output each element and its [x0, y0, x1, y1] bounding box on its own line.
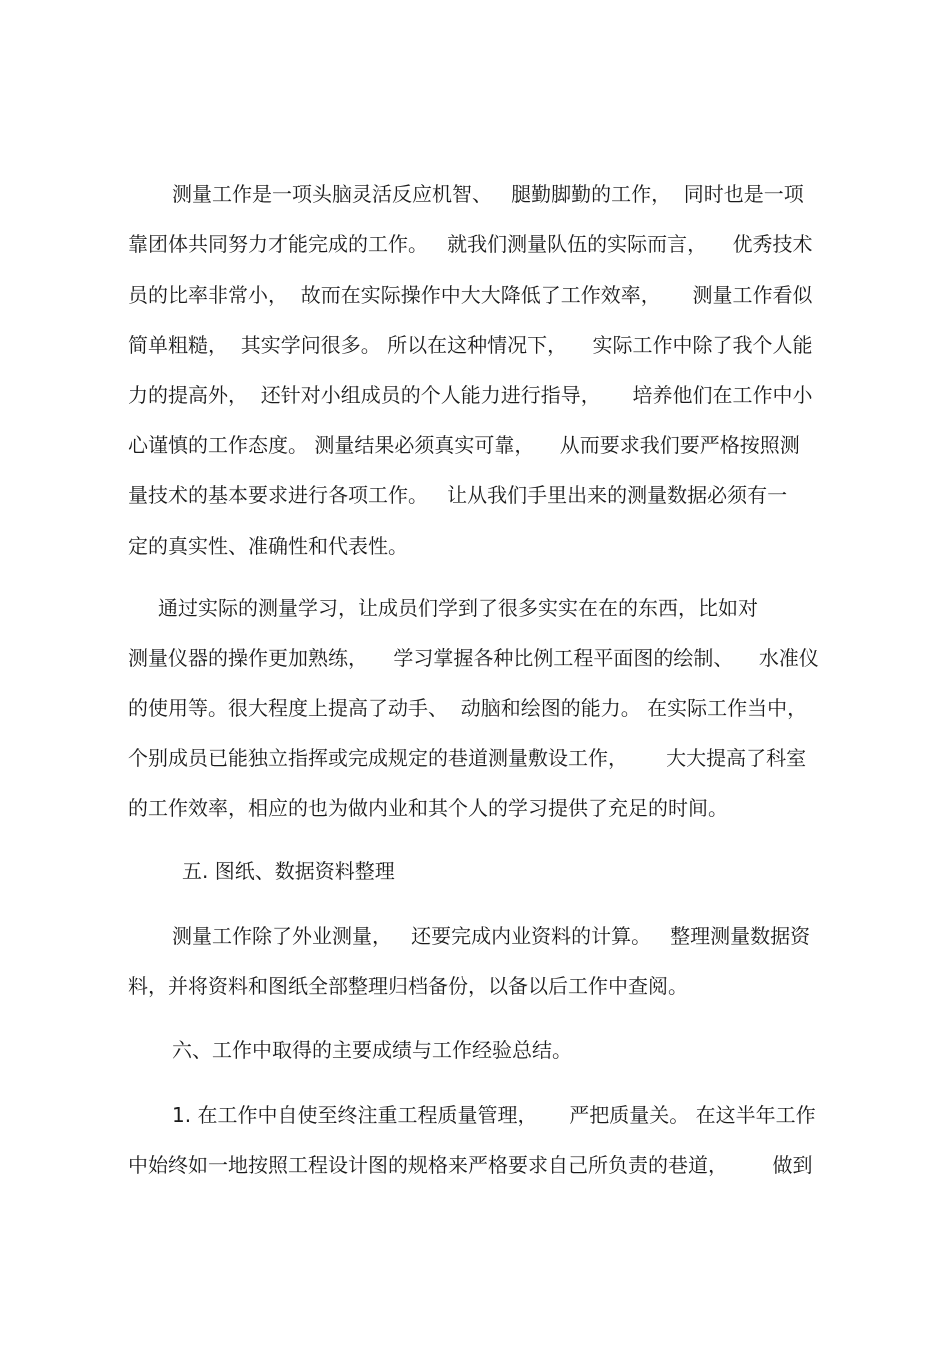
- text-line: 的工作效率，相应的也为做内业和其个人的学习提供了充足的时间。: [128, 796, 728, 820]
- text-line: 测量工作是一项头脑灵活反应机智、 腿勤脚勤的工作， 同时也是一项: [172, 182, 804, 206]
- text-line: 测量工作除了外业测量， 还要完成内业资料的计算。 整理测量数据资: [172, 924, 811, 948]
- text-line: 中始终如一地按照工程设计图的规格来严格要求自己所负责的巷道， 做到: [128, 1153, 813, 1177]
- text-line: 力的提高外， 还针对小组成员的个人能力进行指导， 培养他们在工作中小: [128, 383, 813, 407]
- text-line: 简单粗糙， 其实学问很多。 所以在这种情况下， 实际工作中除了我个人能: [128, 333, 813, 357]
- text-line: 通过实际的测量学习，让成员们学到了很多实实在在的东西，比如对: [158, 596, 758, 620]
- text-line: 员的比率非常小， 故而在实际操作中大大降低了工作效率， 测量工作看似: [128, 283, 813, 307]
- text-line: 定的真实性、准确性和代表性。: [128, 534, 408, 558]
- section-heading: 六、工作中取得的主要成绩与工作经验总结。: [172, 1038, 572, 1062]
- section-heading: 五. 图纸、数据资料整理: [182, 859, 395, 883]
- text-line: 料，并将资料和图纸全部整理归档备份，以备以后工作中查阅。: [128, 974, 688, 998]
- text-line: 心谨慎的工作态度。 测量结果必须真实可靠， 从而要求我们要严格按照测: [128, 433, 800, 457]
- text-line: 靠团体共同努力才能完成的工作。 就我们测量队伍的实际而言， 优秀技术: [128, 232, 813, 256]
- text-line: 测量仪器的操作更加熟练， 学习掌握各种比例工程平面图的绘制、 水准仪: [128, 646, 819, 670]
- text-line: 量技术的基本要求进行各项工作。 让从我们手里出来的测量数据必须有一: [128, 483, 788, 507]
- text-line: 个别成员已能独立指挥或完成规定的巷道测量敷设工作， 大大提高了科室: [128, 746, 807, 770]
- text-line: 1. 在工作中自使至终注重工程质量管理， 严把质量关。 在这半年工作: [172, 1103, 816, 1127]
- text-line: 的使用等。很大程度上提高了动手、 动脑和绘图的能力。 在实际工作当中，: [128, 696, 808, 720]
